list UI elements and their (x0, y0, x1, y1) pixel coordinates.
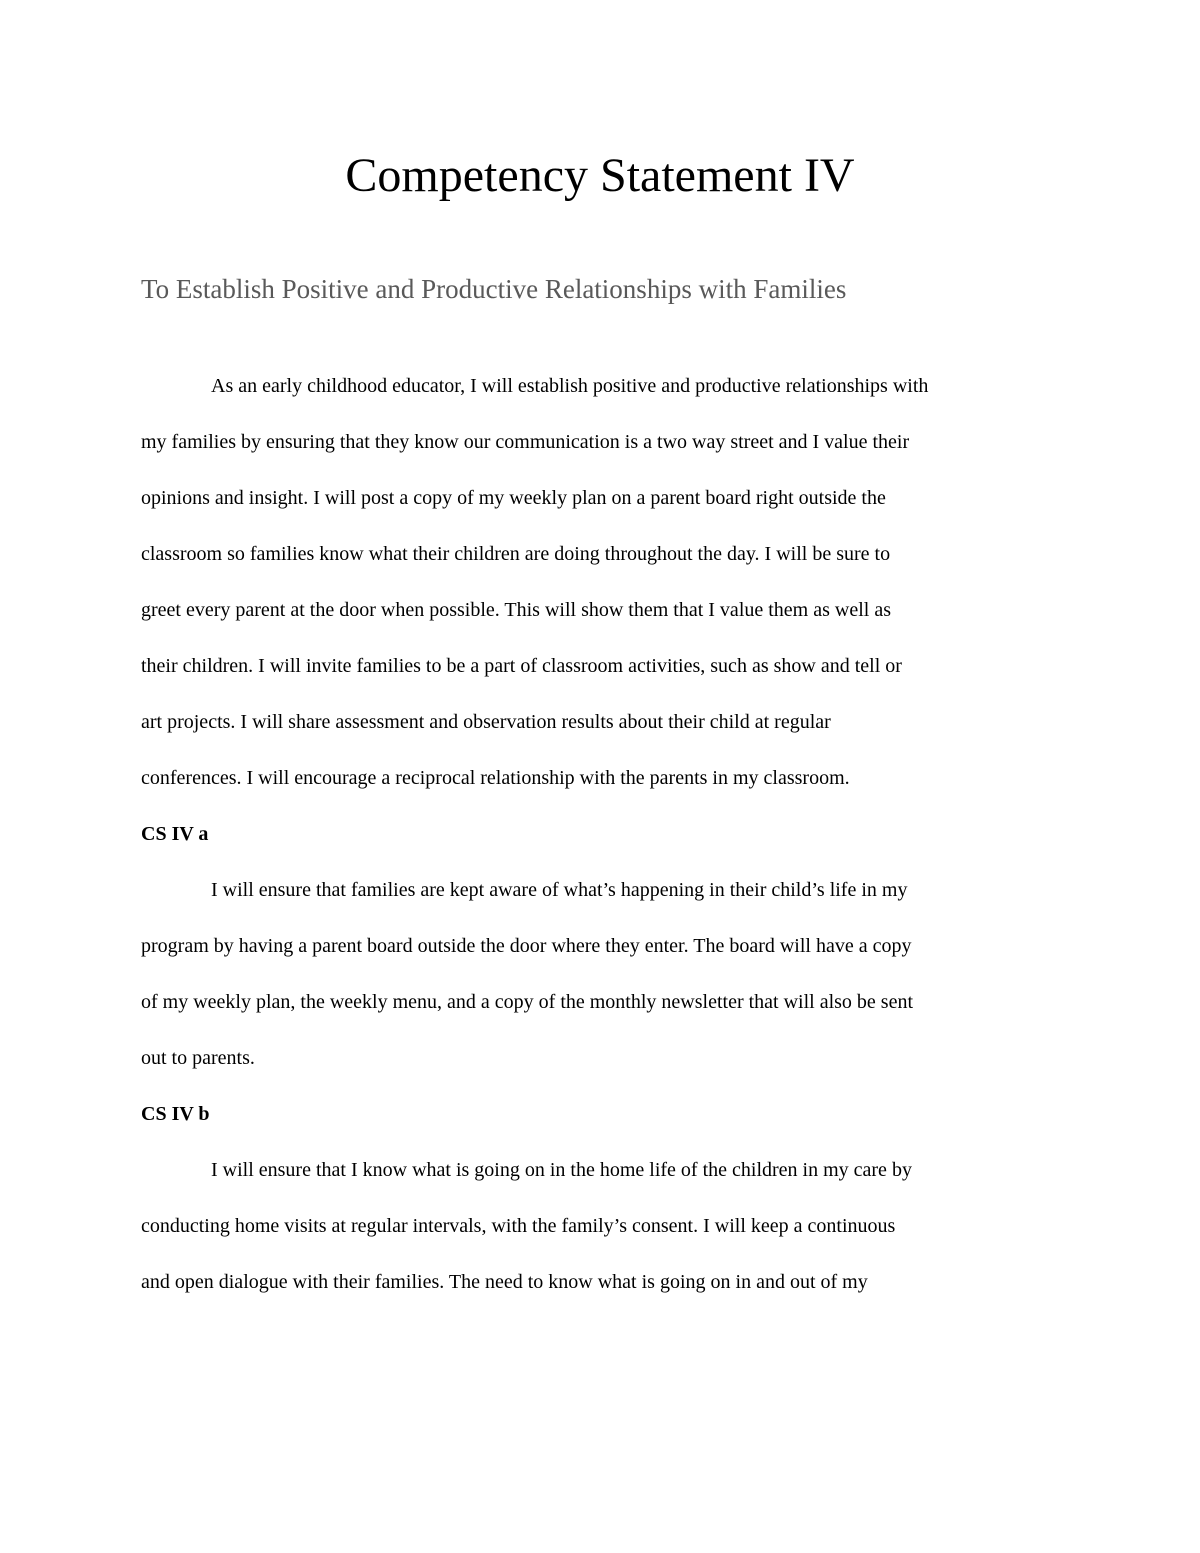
intro-line: opinions and insight. I will post a copy of my weekly plan on a parent board right outside the (141, 487, 886, 509)
page-subtitle: To Establish Positive and Productive Relationships with Families (141, 274, 847, 304)
section-b-line: and open dialogue with their families. The need to know what is going on in and out of my (141, 1271, 868, 1293)
section-a-line: of my weekly plan, the weekly menu, and a copy of the monthly newsletter that will also be sent (141, 991, 914, 1013)
section-a-line: out to parents. (141, 1047, 255, 1069)
document-body (141, 358, 1071, 1310)
section-a-line: program by having a parent board outside the door where they enter. The board will have a copy (141, 935, 912, 957)
section-b-heading: CS IV b (141, 1103, 210, 1125)
intro-line: As an early childhood educator, I will establish positive and productive relationships with (211, 375, 929, 397)
section-b-line: I will ensure that I know what is going on in the home life of the children in my care by (211, 1159, 912, 1181)
intro-line: conferences. I will encourage a reciprocal relationship with the parents in my classroom. (141, 767, 850, 789)
section-b-line: conducting home visits at regular intervals, with the family’s consent. I will keep a continuous (141, 1215, 896, 1237)
intro-line: classroom so families know what their children are doing throughout the day. I will be sure to (141, 543, 891, 565)
intro-line: art projects. I will share assessment and observation results about their child at regular (141, 711, 831, 733)
intro-line: their children. I will invite families to be a part of classroom activities, such as show and tell or (141, 655, 902, 677)
intro-line: my families by ensuring that they know our communication is a two way street and I value their (141, 431, 910, 453)
section-a-heading: CS IV a (141, 823, 209, 845)
intro-line: greet every parent at the door when possible. This will show them that I value them as well as (141, 599, 891, 621)
page-title: Competency Statement IV (345, 149, 855, 202)
section-a-line: I will ensure that families are kept aware of what’s happening in their child’s life in my (211, 879, 908, 901)
